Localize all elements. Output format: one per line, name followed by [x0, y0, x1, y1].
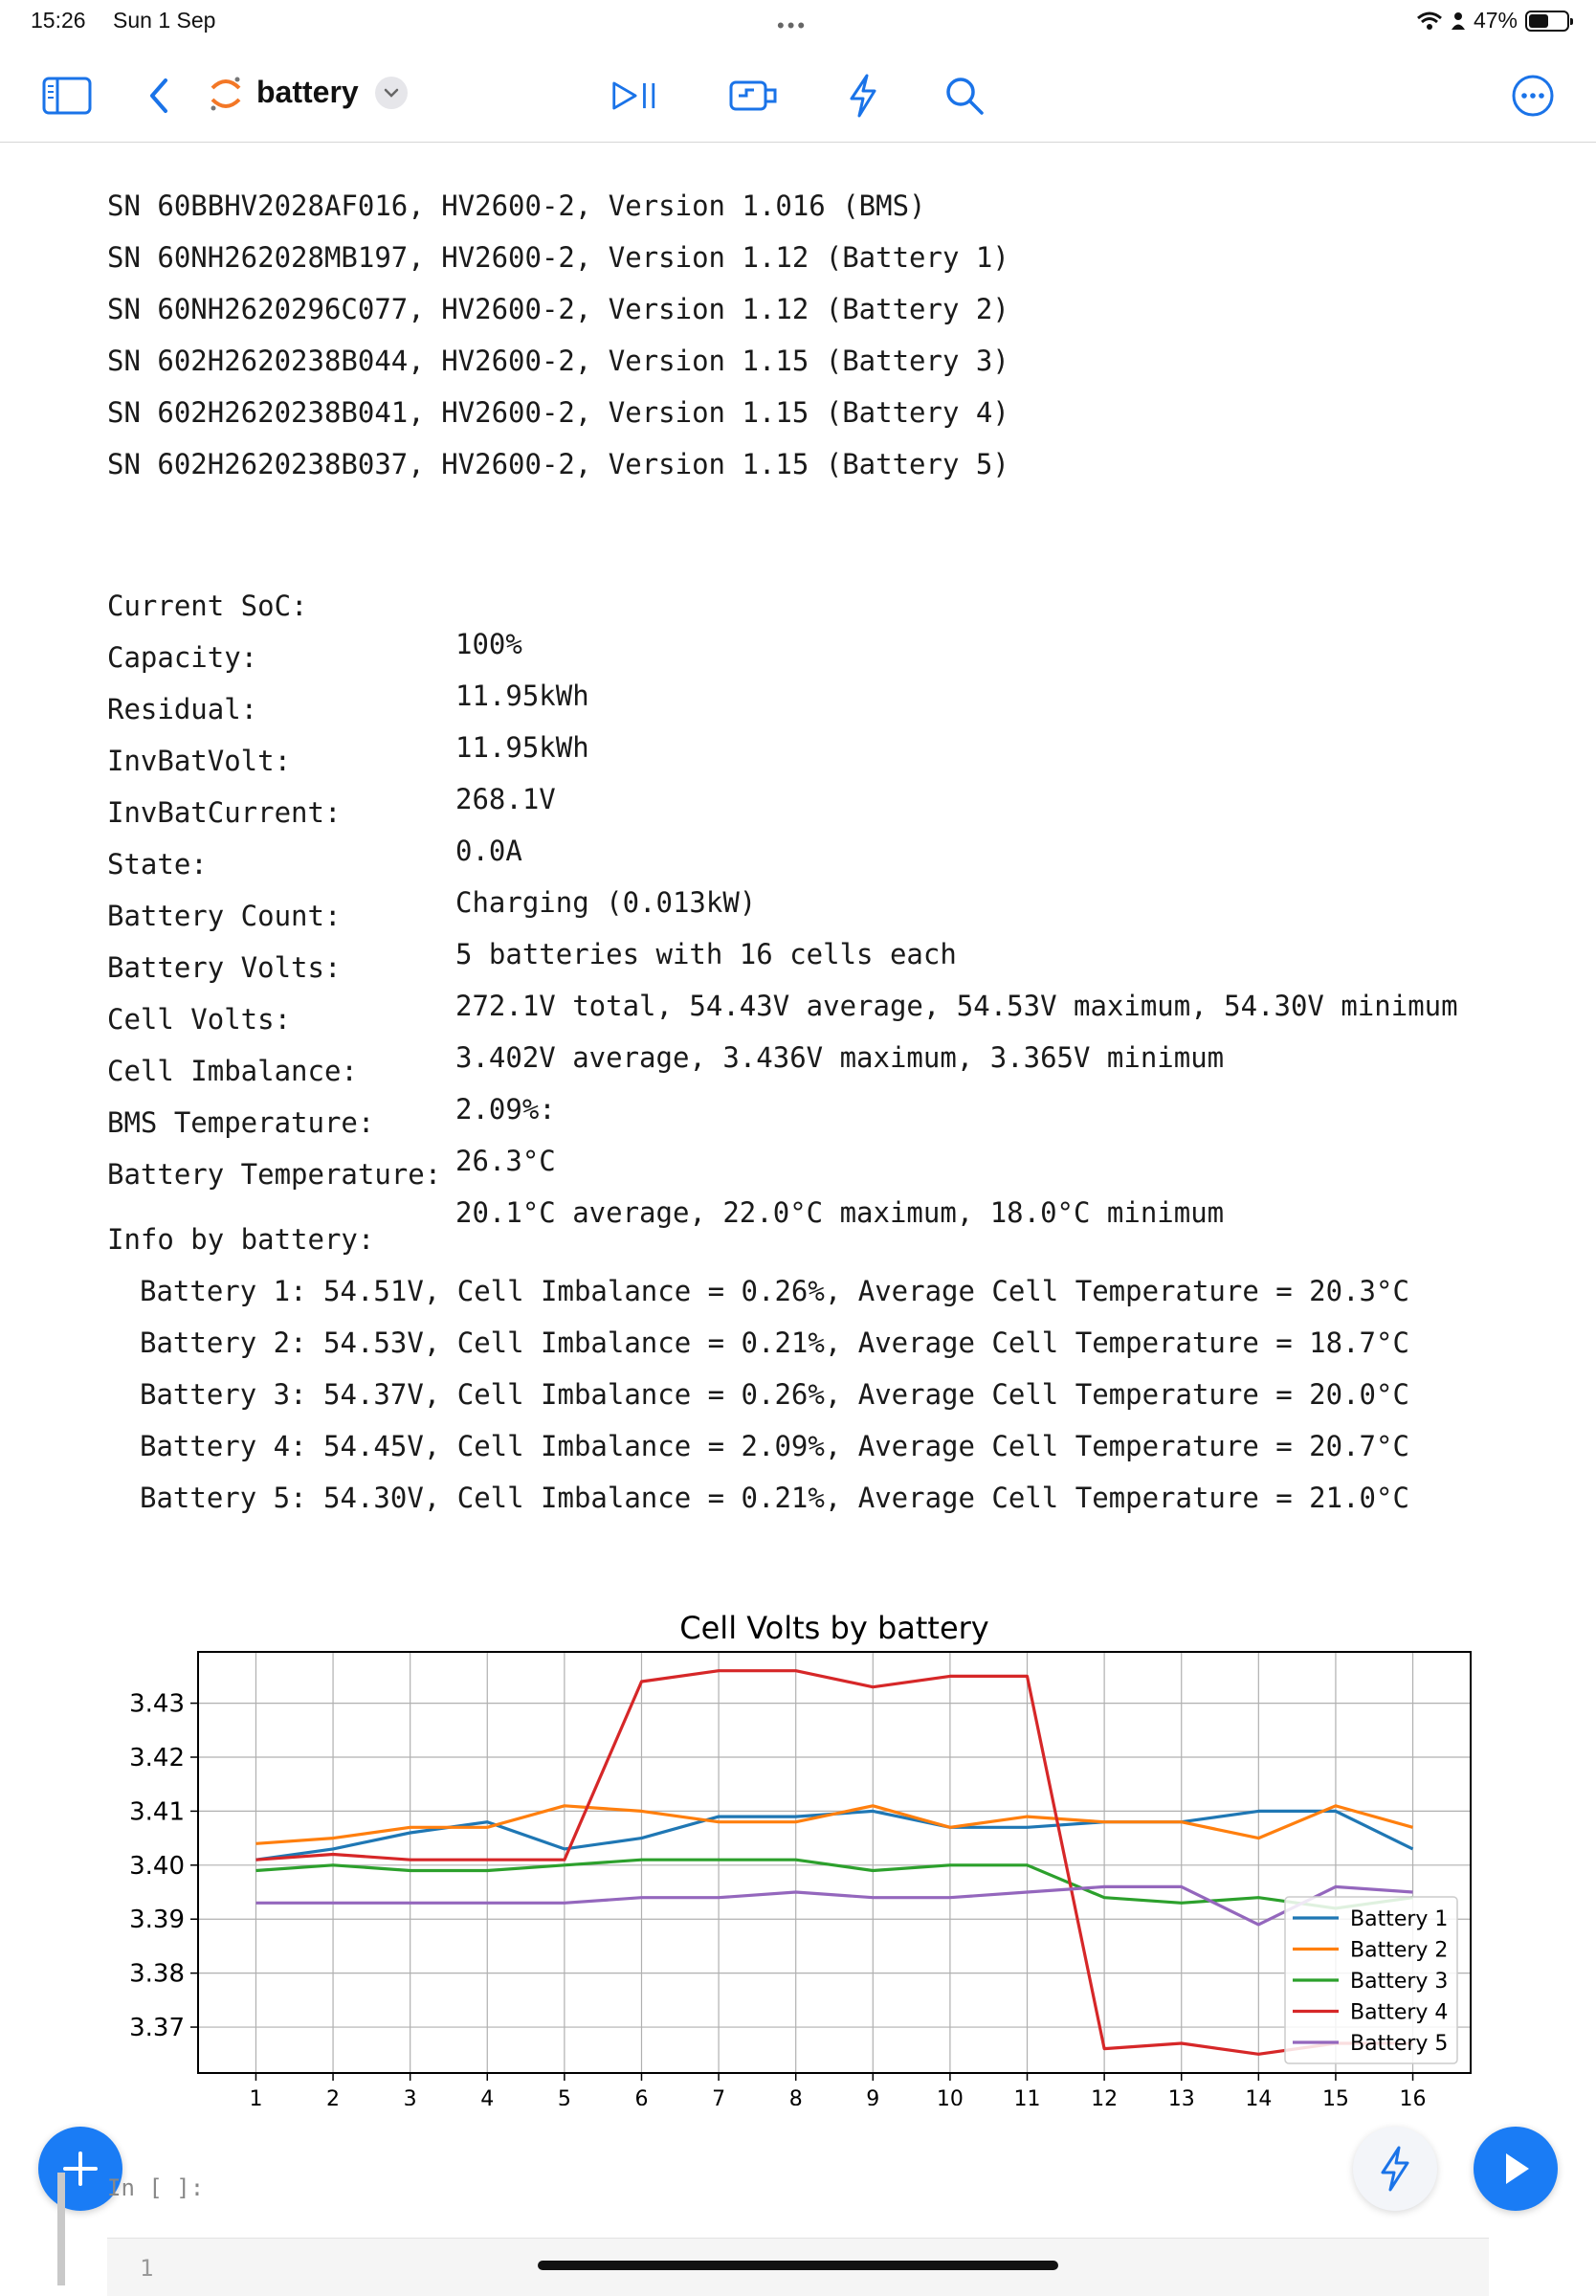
chart-title: Cell Volts by battery [679, 1610, 989, 1646]
x-tick-label: 13 [1167, 2087, 1195, 2106]
serial-line: SN 602H2620238B041, HV2600-2, Version 1.15 (Battery 4) [107, 396, 1009, 429]
status-bar [0, 0, 1596, 50]
sidebar-toggle-icon[interactable] [40, 69, 94, 123]
plus-icon [61, 2150, 100, 2188]
summary-label: Battery Volts: [107, 951, 342, 984]
battery-info-line: Battery 3: 54.37V, Cell Imbalance = 0.26%, Average Cell Temperature = 20.0°C [140, 1378, 1409, 1411]
battery-info-line: Battery 4: 54.45V, Cell Imbalance = 2.09%, Average Cell Temperature = 20.7°C [140, 1430, 1409, 1462]
back-chevron-icon[interactable] [132, 69, 186, 123]
summary-label: Capacity: [107, 641, 258, 674]
legend-label: Battery 3 [1350, 1970, 1449, 1994]
run-pause-icon[interactable] [610, 69, 664, 123]
toolbar [0, 50, 1596, 143]
x-tick-label: 7 [712, 2087, 726, 2106]
summary-label: State: [107, 848, 208, 881]
summary-label: Cell Imbalance: [107, 1055, 358, 1087]
legend-label: Battery 5 [1350, 2032, 1449, 2056]
x-tick-label: 14 [1245, 2087, 1273, 2106]
summary-label: Current SoC: [107, 590, 308, 622]
serial-line: SN 60NH262028MB197, HV2600-2, Version 1.12 (Battery 1) [107, 241, 1009, 274]
serial-line: SN 60NH2620296C077, HV2600-2, Version 1.12 (Battery 2) [107, 293, 1009, 325]
lightning-icon[interactable] [836, 69, 890, 123]
cell-volts-chart [96, 1598, 1483, 2106]
legend-label: Battery 1 [1350, 1907, 1449, 1931]
summary-value: 2.09%: [455, 1093, 556, 1126]
summary-label: Battery Count: [107, 900, 342, 932]
battery-info-line: Battery 2: 54.53V, Cell Imbalance = 0.21%, Average Cell Temperature = 18.7°C [140, 1326, 1409, 1359]
summary-label: InvBatVolt: [107, 745, 292, 777]
summary-value: 11.95kWh [455, 731, 589, 764]
series-line [256, 1860, 1413, 1908]
y-tick-label: 3.37 [129, 2014, 185, 2043]
serial-line: SN 602H2620238B037, HV2600-2, Version 1.15 (Battery 5) [107, 448, 1009, 480]
summary-value: 5 batteries with 16 cells each [455, 938, 957, 970]
x-tick-label: 2 [326, 2087, 341, 2106]
summary-value: 100% [455, 628, 522, 660]
summary-label: BMS Temperature: [107, 1106, 375, 1139]
summary-value: 3.402V average, 3.436V maximum, 3.365V minimum [455, 1041, 1225, 1074]
status-time: 15:26 [31, 8, 86, 33]
person-icon [1451, 11, 1466, 31]
summary-value: 26.3°C [455, 1145, 556, 1177]
notebook-title[interactable]: battery [256, 75, 359, 109]
jupyter-logo-icon [205, 73, 247, 115]
more-options-icon[interactable] [1506, 69, 1560, 123]
x-tick-label: 9 [866, 2087, 880, 2106]
info-header: Info by battery: [107, 1223, 375, 1256]
line-number: 1 [140, 2255, 154, 2282]
play-icon [1498, 2150, 1533, 2188]
summary-label: Residual: [107, 693, 258, 725]
wifi-icon [1416, 11, 1443, 32]
y-tick-label: 3.40 [129, 1851, 185, 1881]
battery-percent: 47% [1473, 8, 1518, 33]
quick-actions-button[interactable] [1353, 2127, 1437, 2211]
summary-value: Charging (0.013kW) [455, 886, 757, 919]
summary-value: 0.0A [455, 835, 522, 867]
y-tick-label: 3.38 [129, 1959, 185, 1989]
plot-frame [198, 1652, 1471, 2073]
serial-line: SN 602H2620238B044, HV2600-2, Version 1.15 (Battery 3) [107, 345, 1009, 377]
summary-label: InvBatCurrent: [107, 796, 342, 829]
x-tick-label: 15 [1321, 2087, 1349, 2106]
summary-label: Cell Volts: [107, 1003, 292, 1036]
x-tick-label: 10 [936, 2087, 964, 2106]
x-tick-label: 8 [788, 2087, 803, 2106]
battery-info-line: Battery 1: 54.51V, Cell Imbalance = 0.26%, Average Cell Temperature = 20.3°C [140, 1275, 1409, 1307]
x-tick-label: 1 [249, 2087, 263, 2106]
x-tick-label: 11 [1013, 2087, 1041, 2106]
serial-line: SN 60BBHV2028AF016, HV2600-2, Version 1.016 (BMS) [107, 189, 926, 222]
x-tick-label: 5 [557, 2087, 571, 2106]
status-right [1416, 8, 1569, 33]
status-date: Sun 1 Sep [113, 8, 216, 33]
legend-label: Battery 4 [1350, 2000, 1449, 2025]
y-tick-label: 3.41 [129, 1797, 185, 1827]
lightning-icon [1378, 2146, 1412, 2192]
summary-label: Battery Temperature: [107, 1158, 442, 1191]
y-tick-label: 3.39 [129, 1906, 185, 1935]
battery-info-line: Battery 5: 54.30V, Cell Imbalance = 0.21%, Average Cell Temperature = 21.0°C [140, 1482, 1409, 1514]
x-tick-label: 12 [1091, 2087, 1119, 2106]
summary-value: 272.1V total, 54.43V average, 54.53V maximum, 54.30V minimum [455, 990, 1458, 1022]
chevron-down-icon[interactable] [375, 77, 408, 109]
cell-prompt: In [ ]: [107, 2174, 205, 2201]
x-tick-label: 6 [634, 2087, 649, 2106]
summary-value: 11.95kWh [455, 680, 589, 712]
x-tick-label: 3 [403, 2087, 417, 2106]
y-tick-label: 3.43 [129, 1689, 185, 1719]
y-tick-label: 3.42 [129, 1744, 185, 1772]
x-tick-label: 4 [480, 2087, 495, 2106]
x-tick-label: 16 [1399, 2087, 1427, 2106]
legend-label: Battery 2 [1350, 1938, 1449, 1963]
summary-value: 20.1°C average, 22.0°C maximum, 18.0°C minimum [455, 1196, 1225, 1229]
series-line [256, 1671, 1413, 2055]
search-icon[interactable] [938, 69, 991, 123]
summary-value: 268.1V [455, 783, 556, 815]
battery-icon [1525, 11, 1569, 32]
multitasking-dots-icon[interactable]: ••• [777, 13, 809, 37]
run-cell-button[interactable] [1474, 2127, 1558, 2211]
kernel-icon[interactable] [727, 69, 781, 123]
home-indicator[interactable] [538, 2261, 1058, 2270]
cell-selection-bar [57, 2173, 65, 2285]
